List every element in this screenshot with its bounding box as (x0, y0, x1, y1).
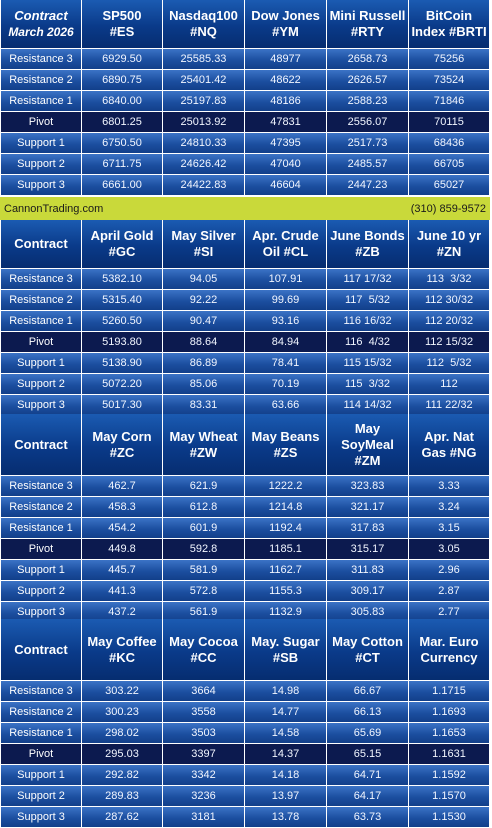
level-value: 90.47 (163, 311, 245, 332)
level-value: 25585.33 (163, 49, 245, 70)
level-value: 3236 (163, 786, 245, 807)
level-row (0, 70, 490, 91)
level-row (0, 786, 490, 807)
contract-name-header (327, 414, 409, 476)
header-line: #ZW (189, 444, 218, 460)
row-label: Resistance 1 (0, 311, 82, 332)
header-line: Gas #NG (421, 444, 477, 460)
level-value: 112 15/32 (409, 332, 490, 353)
contract-header (0, 619, 82, 681)
level-value: 311.83 (327, 560, 409, 581)
header-line: Dow Jones (251, 8, 320, 23)
level-row (0, 49, 490, 70)
level-value: 462.7 (82, 476, 163, 497)
row-label: Support 1 (0, 133, 82, 154)
contract-name-header (163, 220, 245, 269)
header-line: SP500 (102, 8, 142, 23)
level-value: 14.18 (245, 765, 327, 786)
level-value: 612.8 (163, 497, 245, 518)
level-value: 6929.50 (82, 49, 163, 70)
header-line: BitCoin (425, 8, 473, 23)
level-value: 13.97 (245, 786, 327, 807)
contract-name-header (82, 220, 163, 269)
level-value: 2588.23 (327, 91, 409, 112)
level-value: 47040 (245, 154, 327, 175)
header-line: #ZC (109, 444, 135, 460)
level-value: 66705 (409, 154, 490, 175)
level-value: 3664 (163, 681, 245, 702)
header-line: #ZM (354, 452, 381, 468)
level-value: 24422.83 (163, 175, 245, 196)
header-line: June Bonds (330, 228, 405, 243)
header-line: Contract (14, 8, 68, 23)
level-value: 1.1693 (409, 702, 490, 723)
row-label: Pivot (0, 332, 82, 353)
row-label: Pivot (0, 112, 82, 133)
header-line: April Gold (90, 228, 154, 243)
row-label: Resistance 3 (0, 49, 82, 70)
contract-name-header (245, 414, 327, 476)
level-value: 24810.33 (163, 133, 245, 154)
row-label: Resistance 2 (0, 70, 82, 91)
level-value: 1192.4 (245, 518, 327, 539)
level-value: 1214.8 (245, 497, 327, 518)
level-value: 14.77 (245, 702, 327, 723)
level-value: 561.9 (163, 602, 245, 623)
header-line: May (354, 420, 381, 436)
level-row (0, 581, 490, 602)
level-value: 75256 (409, 49, 490, 70)
header-line: #RTY (350, 24, 385, 39)
level-value: 93.16 (245, 311, 327, 332)
level-value: 3.05 (409, 539, 490, 560)
header-line: #ZS (273, 444, 298, 460)
level-value: 2626.57 (327, 70, 409, 91)
level-row (0, 133, 490, 154)
header-line: Apr. Nat (424, 428, 474, 444)
level-value: 572.8 (163, 581, 245, 602)
pivot-row (0, 112, 490, 133)
level-value: 321.17 (327, 497, 409, 518)
contract-name-header (163, 414, 245, 476)
website-link[interactable]: CannonTrading.com (4, 202, 104, 215)
contract-name-header (82, 0, 163, 49)
level-value: 441.3 (82, 581, 163, 602)
row-label: Resistance 3 (0, 269, 82, 290)
header-line: Contract (14, 436, 68, 452)
level-row (0, 311, 490, 332)
level-value: 65027 (409, 175, 490, 196)
level-value: 449.8 (82, 539, 163, 560)
level-value: 65.69 (327, 723, 409, 744)
level-row (0, 560, 490, 581)
level-value: 48622 (245, 70, 327, 91)
pivot-table-1 (0, 0, 490, 196)
level-value: 2447.23 (327, 175, 409, 196)
phone-number: (310) 859-9572 (410, 202, 486, 215)
level-value: 66.13 (327, 702, 409, 723)
level-value: 2658.73 (327, 49, 409, 70)
header-line: May Silver (171, 228, 236, 243)
header-row (0, 414, 490, 476)
level-value: 3397 (163, 744, 245, 765)
level-value: 581.9 (163, 560, 245, 581)
level-value: 1.1570 (409, 786, 490, 807)
contract-name-header (409, 619, 490, 681)
level-value: 84.94 (245, 332, 327, 353)
level-value: 5315.40 (82, 290, 163, 311)
level-value: 6750.50 (82, 133, 163, 154)
header-line: Index #BRTI (411, 24, 487, 39)
level-value: 5382.10 (82, 269, 163, 290)
contract-header (0, 414, 82, 476)
contract-name-header (245, 220, 327, 269)
row-label: Support 1 (0, 353, 82, 374)
level-value: 25197.83 (163, 91, 245, 112)
level-row (0, 374, 490, 395)
level-value: 592.8 (163, 539, 245, 560)
row-label: Pivot (0, 539, 82, 560)
row-label: Resistance 3 (0, 681, 82, 702)
level-value: 83.31 (163, 395, 245, 416)
header-line: #SB (272, 649, 299, 665)
level-row (0, 175, 490, 196)
level-value: 71846 (409, 91, 490, 112)
header-line: May Wheat (169, 428, 238, 444)
level-row (0, 702, 490, 723)
level-row (0, 723, 490, 744)
level-row (0, 91, 490, 112)
pivot-table-3 (0, 414, 490, 623)
level-value: 70115 (409, 112, 490, 133)
level-value: 117 5/32 (327, 290, 409, 311)
level-value: 14.98 (245, 681, 327, 702)
level-row (0, 681, 490, 702)
header-line: May Coffee (87, 633, 157, 649)
contract-name-header (327, 220, 409, 269)
level-value: 1162.7 (245, 560, 327, 581)
contract-name-header (82, 619, 163, 681)
row-label: Resistance 2 (0, 702, 82, 723)
level-value: 305.83 (327, 602, 409, 623)
level-value: 115 3/32 (327, 374, 409, 395)
level-value: 114 14/32 (327, 395, 409, 416)
level-value: 64.71 (327, 765, 409, 786)
level-value: 6840.00 (82, 91, 163, 112)
row-label: Support 1 (0, 765, 82, 786)
level-row (0, 154, 490, 175)
level-value: 113 3/32 (409, 269, 490, 290)
level-value: 116 4/32 (327, 332, 409, 353)
contract-header (0, 0, 82, 49)
header-line: May Cocoa (169, 633, 238, 649)
contract-name-header (327, 619, 409, 681)
contract-name-header (245, 0, 327, 49)
row-label: Support 3 (0, 807, 82, 828)
row-label: Support 2 (0, 786, 82, 807)
level-value: 287.62 (82, 807, 163, 828)
row-label: Support 1 (0, 560, 82, 581)
row-label: Resistance 2 (0, 497, 82, 518)
level-value: 65.15 (327, 744, 409, 765)
level-value: 86.89 (163, 353, 245, 374)
level-value: 3181 (163, 807, 245, 828)
level-row (0, 765, 490, 786)
level-value: 292.82 (82, 765, 163, 786)
level-value: 63.73 (327, 807, 409, 828)
contract-header (0, 220, 82, 269)
header-line: March 2026 (8, 25, 74, 39)
level-value: 5138.90 (82, 353, 163, 374)
level-value: 5017.30 (82, 395, 163, 416)
level-value: 117 17/32 (327, 269, 409, 290)
level-value: 1.1530 (409, 807, 490, 828)
header-line: Nasdaq100 (169, 8, 238, 23)
level-value: 112 30/32 (409, 290, 490, 311)
contract-name-header (409, 0, 490, 49)
header-line: June 10 yr (416, 228, 482, 243)
contract-name-header (409, 414, 490, 476)
level-value: 2517.73 (327, 133, 409, 154)
level-value: 112 (409, 374, 490, 395)
contract-name-header (245, 619, 327, 681)
header-line: Contract (14, 641, 68, 657)
level-row (0, 518, 490, 539)
level-value: 2.77 (409, 602, 490, 623)
contact-banner (0, 197, 490, 220)
level-value: 46604 (245, 175, 327, 196)
level-row (0, 290, 490, 311)
level-value: 309.17 (327, 581, 409, 602)
header-line: #GC (108, 244, 136, 259)
level-value: 25013.92 (163, 112, 245, 133)
header-line: #CC (190, 649, 217, 665)
row-label: Support 3 (0, 602, 82, 623)
header-line: #SI (193, 244, 214, 259)
level-value: 64.17 (327, 786, 409, 807)
level-value: 458.3 (82, 497, 163, 518)
level-value: 6801.25 (82, 112, 163, 133)
pivot-row (0, 332, 490, 353)
contract-name-header (163, 619, 245, 681)
level-value: 63.66 (245, 395, 327, 416)
level-value: 88.64 (163, 332, 245, 353)
level-value: 303.22 (82, 681, 163, 702)
level-value: 6661.00 (82, 175, 163, 196)
header-line: Oil #CL (262, 244, 309, 259)
header-line: #NQ (190, 24, 217, 39)
level-value: 2.96 (409, 560, 490, 581)
level-value: 601.9 (163, 518, 245, 539)
level-value: 112 5/32 (409, 353, 490, 374)
header-line: Mini Russell (329, 8, 406, 23)
header-line: #KC (108, 649, 135, 665)
header-line: May Beans (251, 428, 320, 444)
level-value: 13.78 (245, 807, 327, 828)
level-value: 1185.1 (245, 539, 327, 560)
header-line: #YM (272, 24, 299, 39)
level-value: 5193.80 (82, 332, 163, 353)
level-value: 14.37 (245, 744, 327, 765)
level-value: 48977 (245, 49, 327, 70)
level-value: 3.33 (409, 476, 490, 497)
level-value: 116 16/32 (327, 311, 409, 332)
level-row (0, 353, 490, 374)
level-value: 14.58 (245, 723, 327, 744)
level-value: 66.67 (327, 681, 409, 702)
level-value: 3.15 (409, 518, 490, 539)
header-line: #ZN (436, 244, 462, 259)
level-row (0, 269, 490, 290)
level-value: 437.2 (82, 602, 163, 623)
row-label: Resistance 3 (0, 476, 82, 497)
level-value: 1.1592 (409, 765, 490, 786)
header-line: Contract (14, 236, 68, 251)
header-line: May Cotton (332, 633, 403, 649)
pivot-row (0, 539, 490, 560)
contract-name-header (163, 0, 245, 49)
level-value: 112 20/32 (409, 311, 490, 332)
level-value: 73524 (409, 70, 490, 91)
level-value: 1222.2 (245, 476, 327, 497)
level-value: 115 15/32 (327, 353, 409, 374)
level-value: 289.83 (82, 786, 163, 807)
level-value: 85.06 (163, 374, 245, 395)
header-line: May. Sugar (251, 633, 320, 649)
level-value: 78.41 (245, 353, 327, 374)
level-value: 315.17 (327, 539, 409, 560)
level-value: 25401.42 (163, 70, 245, 91)
pivot-row (0, 744, 490, 765)
level-value: 3558 (163, 702, 245, 723)
level-value: 47831 (245, 112, 327, 133)
level-row (0, 476, 490, 497)
level-value: 6711.75 (82, 154, 163, 175)
level-value: 317.83 (327, 518, 409, 539)
level-value: 323.83 (327, 476, 409, 497)
level-value: 298.02 (82, 723, 163, 744)
level-value: 1155.3 (245, 581, 327, 602)
level-value: 47395 (245, 133, 327, 154)
level-value: 2.87 (409, 581, 490, 602)
header-row (0, 220, 490, 269)
header-line: Apr. Crude (252, 228, 319, 243)
header-line: #CT (355, 649, 380, 665)
level-value: 1.1631 (409, 744, 490, 765)
header-line: #ES (109, 24, 135, 39)
level-value: 2485.57 (327, 154, 409, 175)
level-value: 300.23 (82, 702, 163, 723)
level-value: 70.19 (245, 374, 327, 395)
header-line: SoyMeal (341, 436, 394, 452)
contract-name-header (82, 414, 163, 476)
level-value: 99.69 (245, 290, 327, 311)
row-label: Support 2 (0, 374, 82, 395)
level-value: 5072.20 (82, 374, 163, 395)
header-line: #ZB (355, 244, 380, 259)
row-label: Support 2 (0, 154, 82, 175)
row-label: Support 2 (0, 581, 82, 602)
contract-name-header (409, 220, 490, 269)
row-label: Resistance 1 (0, 723, 82, 744)
header-row (0, 619, 490, 681)
level-value: 5260.50 (82, 311, 163, 332)
level-value: 111 22/32 (409, 395, 490, 416)
level-value: 454.2 (82, 518, 163, 539)
level-value: 92.22 (163, 290, 245, 311)
pivot-table-2 (0, 220, 490, 416)
level-value: 68436 (409, 133, 490, 154)
header-line: Mar. Euro (419, 633, 479, 649)
level-value: 3503 (163, 723, 245, 744)
row-label: Pivot (0, 744, 82, 765)
level-value: 1.1715 (409, 681, 490, 702)
row-label: Resistance 2 (0, 290, 82, 311)
level-value: 94.05 (163, 269, 245, 290)
level-value: 2556.07 (327, 112, 409, 133)
level-value: 6890.75 (82, 70, 163, 91)
level-value: 445.7 (82, 560, 163, 581)
header-line: Currency (420, 649, 478, 665)
row-label: Resistance 1 (0, 518, 82, 539)
row-label: Resistance 1 (0, 91, 82, 112)
pivot-table-4 (0, 619, 490, 828)
level-row (0, 807, 490, 828)
level-row (0, 497, 490, 518)
level-value: 1132.9 (245, 602, 327, 623)
level-value: 295.03 (82, 744, 163, 765)
header-line: May Corn (92, 428, 152, 444)
level-value: 48186 (245, 91, 327, 112)
row-label: Support 3 (0, 175, 82, 196)
level-value: 107.91 (245, 269, 327, 290)
level-value: 3342 (163, 765, 245, 786)
level-value: 24626.42 (163, 154, 245, 175)
contract-name-header (327, 0, 409, 49)
level-row (0, 395, 490, 416)
level-value: 621.9 (163, 476, 245, 497)
level-value: 1.1653 (409, 723, 490, 744)
level-value: 3.24 (409, 497, 490, 518)
row-label: Support 3 (0, 395, 82, 416)
header-row (0, 0, 490, 49)
